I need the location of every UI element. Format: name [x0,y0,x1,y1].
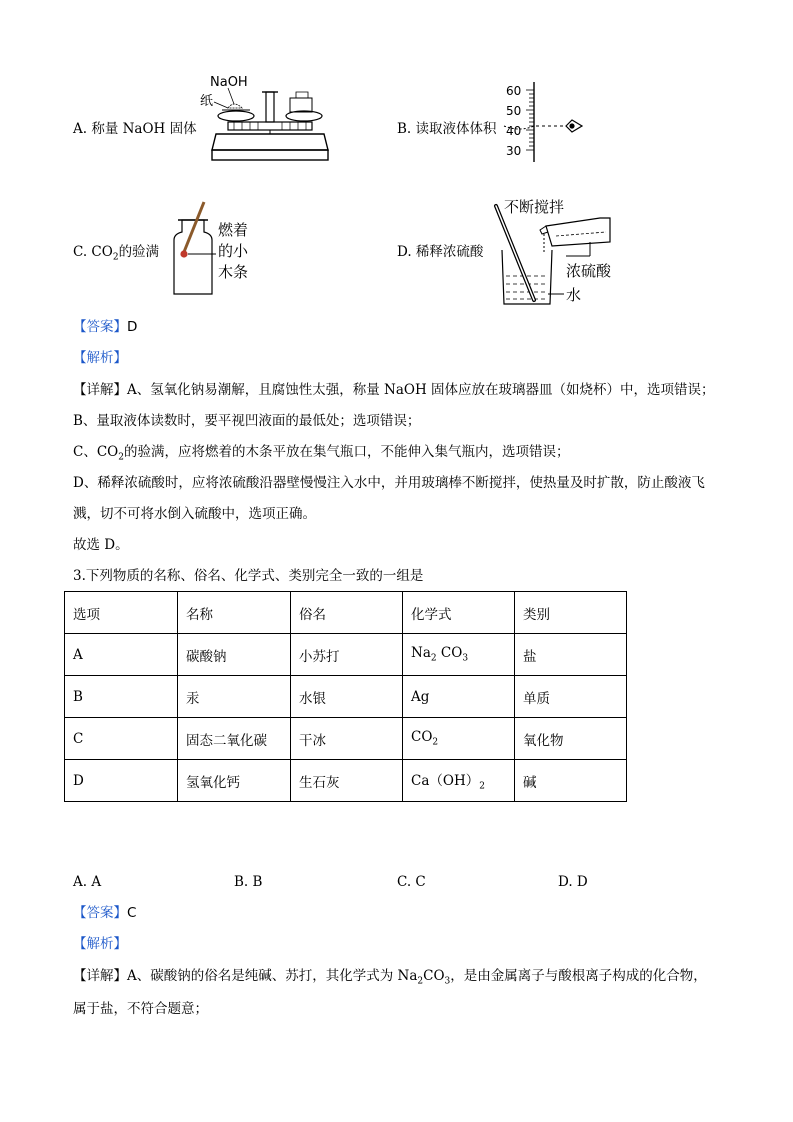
table-cell: 氧化物 [515,718,627,760]
table-cell: 汞 [178,676,291,718]
table-cell: $Ca(OH)_2$ [403,760,515,802]
option-d-label: D. 稀释浓硫酸 [397,244,484,260]
table-cell: 碱 [515,760,627,802]
q2-detail-line: B、量取液体读数时，要平视凹液面的最低处；选项错误； [73,413,421,429]
choice-d: D. D [558,874,588,890]
table-cell: B [65,676,178,718]
callout-line: 燃着 [218,221,249,239]
q3-analysis-heading: 【解析】 [73,936,127,952]
q2-detail-line: 溅，切不可将水倒入硫酸中，选项正确。 [73,506,316,522]
table-header-cell: 选项 [65,592,178,634]
q3-detail-line: 属于盐，不符合题意； [73,1001,208,1017]
option-a-label: A. 称量 NaOH 固体 [73,121,197,137]
table-cell: 盐 [515,634,627,676]
table-cell: $CO_2$ [403,718,515,760]
table-header-cell: 俗名 [291,592,403,634]
table-cell: 生石灰 [291,760,403,802]
table-row [65,634,627,676]
cylinder-diagram [502,82,592,167]
table-cell: Ag [403,676,515,718]
table-cell: C [65,718,178,760]
table-header-cell: 化学式 [403,592,515,634]
q3-table [64,591,627,802]
callout-line: 的小 [218,242,249,260]
tick-label: 40 [506,124,522,138]
table-row [65,676,627,718]
tick-label: 30 [506,144,522,158]
acid-label: 浓硫酸 [566,262,612,280]
option-b-label: B. 读取液体体积 [397,121,497,137]
gas-bottle-diagram [168,200,288,300]
table-cell: 固态二氧化碳 [178,718,291,760]
eye-icon [566,120,582,132]
option-c-label: C. $CO_2$的验满 [73,244,160,263]
tick-label: 60 [506,84,522,98]
stir-label: 不断搅拌 [504,198,565,216]
q2-analysis-heading: 【解析】 [73,350,127,366]
paper-label: 纸 [200,94,214,109]
callout-line: 木条 [218,263,249,281]
table-cell: 单质 [515,676,627,718]
q2-answer: 【答案】D [73,319,138,335]
q2-detail-line: 【详解】A、氢氧化钠易潮解，且腐蚀性太强，称量 NaOH 固体应放在玻璃器皿（如烧杯）中，选项错误； [73,382,715,398]
table-cell: $Na_2$ $CO_3$ [403,634,515,676]
table-cell: 小苏打 [291,634,403,676]
naoh-label: NaOH [210,75,248,90]
table-row [65,718,627,760]
q3-detail-line: 【详解】A、碳酸钠的俗名是纯碱、苏打，其化学式为 $Na_2CO_3$，是由金属离子与酸根离子构成的化合物， [73,968,707,987]
dilution-diagram [490,196,630,308]
table-cell: D [65,760,178,802]
table-header-cell: 类别 [515,592,627,634]
q3-answer: 【答案】C [73,905,137,921]
tick-label: 50 [506,104,522,118]
choice-c: C. C [397,874,426,890]
table-row [65,760,627,802]
q2-detail-line: D、稀释浓硫酸时，应将浓硫酸沿器壁慢慢注入水中，并用玻璃棒不断搅拌，使热量及时扩散，防止酸液飞 [73,475,705,491]
table-cell: 氢氧化钙 [178,760,291,802]
q3-question: 3.下列物质的名称、俗名、化学式、类别完全一致的一组是 [73,568,424,584]
choice-b: B. B [234,874,263,890]
balance-diagram [198,72,338,172]
table-header-cell: 名称 [178,592,291,634]
table-cell: A [65,634,178,676]
water-label: 水 [566,286,582,304]
table-header-row [65,592,627,634]
table-cell: 碳酸钠 [178,634,291,676]
table-cell: 干冰 [291,718,403,760]
choice-a: A. A [73,874,102,890]
table-cell: 水银 [291,676,403,718]
q2-detail-line: C、$CO_2$的验满，应将燃着的木条平放在集气瓶口，不能伸入集气瓶内，选项错误； [73,444,570,463]
q2-detail-line: 故选 D。 [73,537,129,553]
